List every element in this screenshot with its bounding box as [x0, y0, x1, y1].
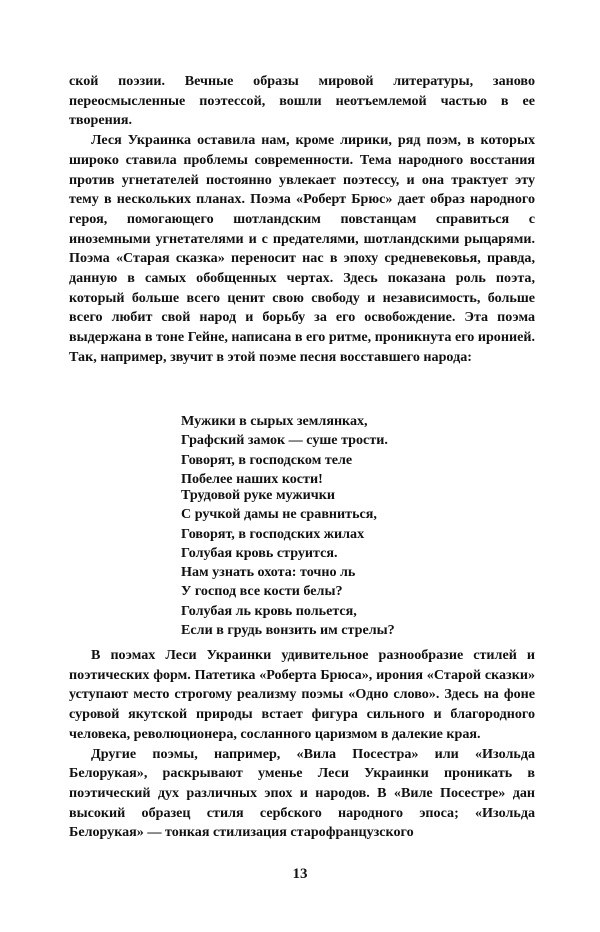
poem-line: У господ все кости белы?: [181, 583, 343, 600]
poem-line: Побелее наших кости!: [181, 471, 323, 488]
text-block-upper: [69, 72, 535, 368]
paragraph-continuation: ской поэзии. Вечные образы мировой литературы, заново переосмысленные поэтессой, вошли неотъемлемой частью в ее творения.: [69, 73, 535, 129]
poem-line: Голубая ль кровь польется,: [181, 602, 357, 619]
paragraph-poems-overview: Леся Украинка оставила нам, кроме лирики, ряд поэм, в которых широко ставила проблемы современности. Тема народного восстания против угнетателей постоянно увлекает поэтессу, и она трактует эту тему в нескольких планах. Поэма «Роберт Брюс» дает образ народного героя, помогающего шотландским повстанцам справиться с иноземными угнетателями и с предателями, шотландскими рыцарями. Поэма «Старая сказка» переносит нас в эпоху средневековья, правда, данную в самых обобщенных чертах. Здесь показана роль поэта, который больше всего ценит свою свободу и независимость, больше всего любит свой народ и борьбу за его освобождение. Эта поэма выдержана в тоне Гейне, написана в его ритме, проникнута его иронией. Так, например, звучит в этой поэме песня восставшего народа:: [69, 132, 535, 365]
poem-line: Голубая кровь струится.: [181, 545, 338, 562]
poem-line: Говорят, в господских жилах: [181, 525, 365, 542]
poem-line: Нам узнать охота: точно ль: [181, 564, 356, 580]
poem-stanza-1: [181, 412, 481, 490]
poem-line: Говорят, в господском теле: [181, 451, 353, 468]
poem-line: Трудовой руке мужички: [181, 487, 335, 503]
poem-stanza-3: [181, 563, 481, 641]
poem-line: Графский замок — суше трости.: [181, 432, 388, 449]
poem-line: С ручкой дамы не сравниться,: [181, 506, 377, 523]
text-block-lower: [69, 646, 535, 843]
paragraph-other-poems: Другие поэмы, например, «Вила Посестра» или «Изольда Белорукая», раскрывают уменье Леси Украинки проникать в поэтический дух различных эпох и народов. В «Виле Посестре» дан высокий образец стиля сербского народного эпоса; «Изольда Белорукая» — тонкая стилизация старофранцузского: [69, 745, 535, 841]
poem-line: Если в грудь вонзить им стрелы?: [181, 622, 395, 639]
poem-stanza-2: [181, 486, 481, 564]
poem-line: Мужики в сырых землянках,: [181, 413, 368, 429]
page-number: 13: [292, 866, 308, 882]
paragraph-styles: В поэмах Леси Украинки удивительное разнообразие стилей и поэтических форм. Патетика «Роберта Брюса», ирония «Старой сказки» уступают место строгому реализму поэмы «Одно слово». Здесь на фоне суровой якутской природы встает фигура сильного и благородного человека, революционера, сосланного царизмом в далекие края.: [69, 647, 535, 742]
